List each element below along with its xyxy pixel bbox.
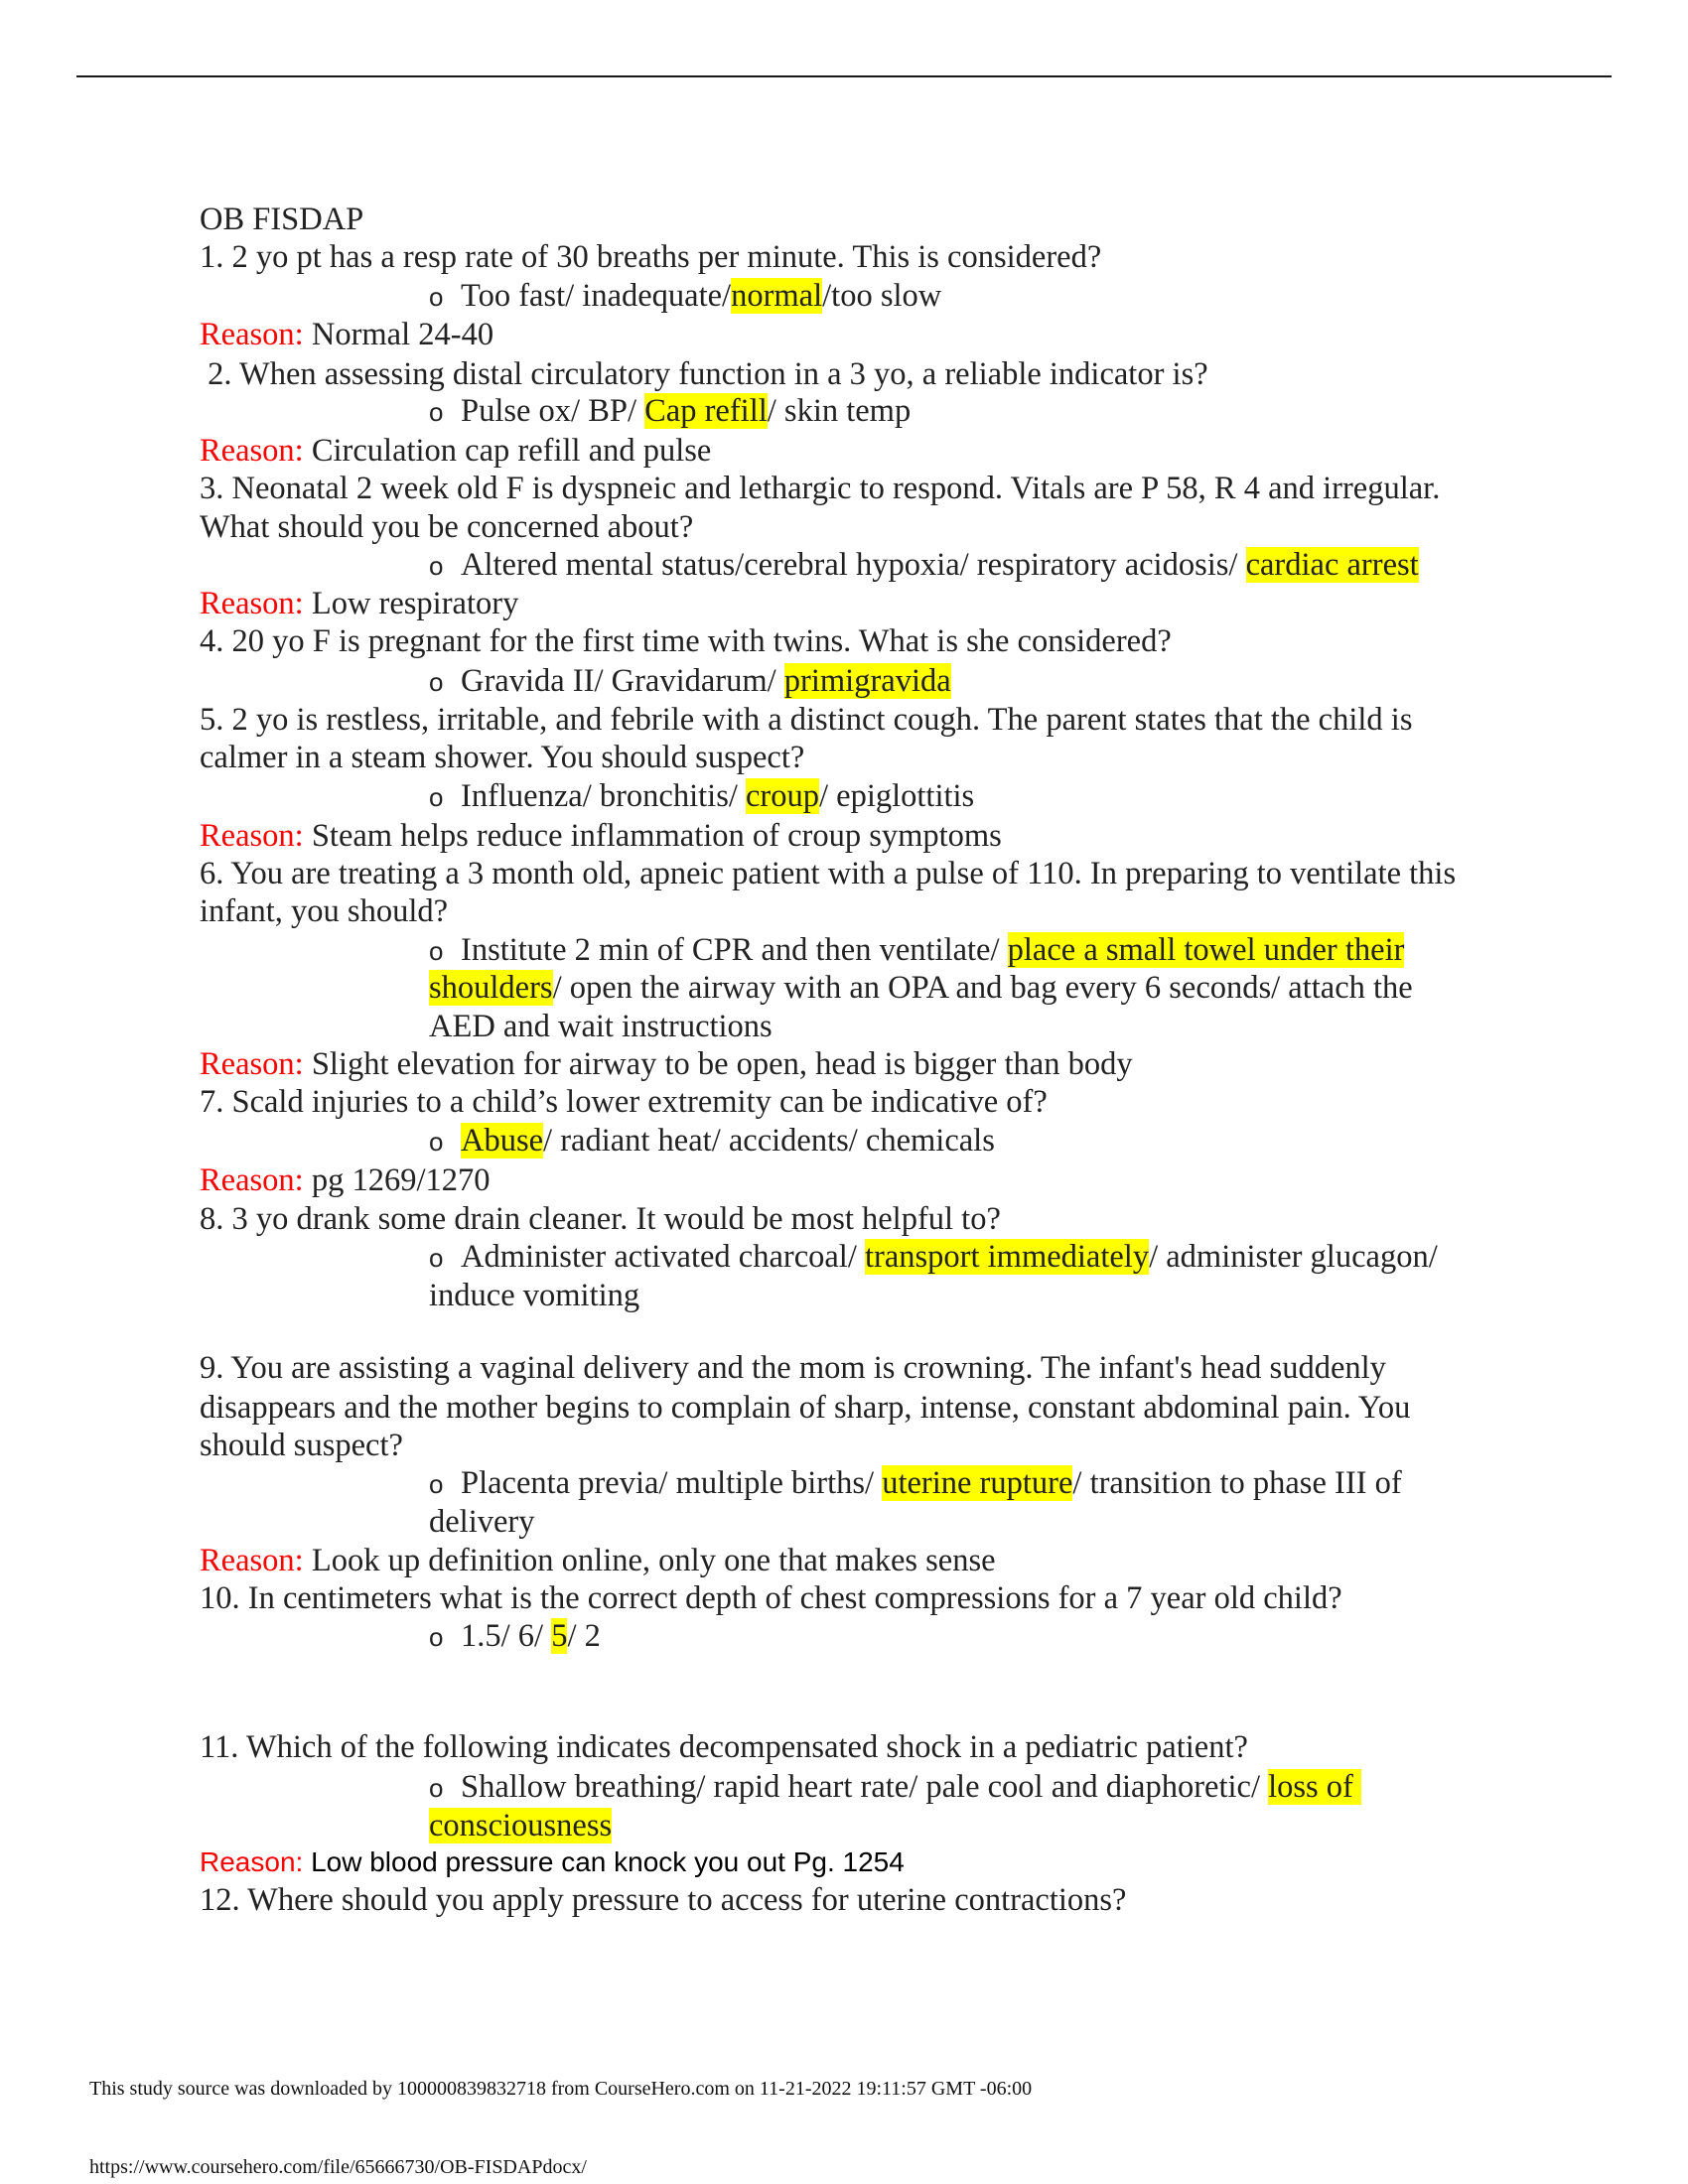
question-5-line-2: calmer in a steam shower. You should suspect?: [200, 740, 805, 775]
reason-label: Reason:: [200, 818, 304, 854]
bullet-icon: o: [429, 1127, 444, 1157]
reason-label: Reason:: [200, 433, 304, 469]
reason-label: Reason:: [200, 1846, 304, 1877]
bullet-icon: o: [429, 782, 444, 812]
reason-3: Reason: Low respiratory: [200, 586, 519, 621]
highlighted-answer: place a small towel under their: [1007, 932, 1405, 968]
question-6-line-2: infant, you should?: [200, 893, 449, 929]
question-6-options-line-1: o Institute 2 min of CPR and then ventilate/ place a small towel under their: [429, 932, 1405, 968]
reason-5: Reason: Steam helps reduce inflammation of croup symptoms: [200, 818, 1002, 854]
highlighted-answer: 5: [551, 1618, 568, 1654]
document-title: OB FISDAP: [200, 202, 364, 237]
bullet-icon: o: [429, 282, 444, 312]
reason-2: Reason: Circulation cap refill and pulse: [200, 433, 712, 469]
highlighted-answer: cardiac arrest: [1245, 547, 1419, 583]
question-8-options-line-1: o Administer activated charcoal/ transport immediately/ administer glucagon/: [429, 1239, 1438, 1275]
question-2-options: o Pulse ox/ BP/ Cap refill/ skin temp: [429, 393, 912, 429]
question-11-options-line-2: [429, 1807, 612, 1844]
question-9-options-line-2: delivery: [429, 1504, 535, 1540]
question-6-options-line-2: shoulders/ open the airway with an OPA and bag every 6 seconds/ attach the: [429, 970, 1413, 1006]
source-url[interactable]: https://www.coursehero.com/file/65666730/OB-FISDAPdocx/: [89, 2156, 587, 2178]
question-7-options: o Abuse/ radiant heat/ accidents/ chemicals: [429, 1123, 995, 1159]
reason-label: Reason:: [200, 1543, 304, 1578]
highlighted-answer: primigravida: [783, 663, 951, 699]
bullet-icon: o: [429, 1773, 444, 1803]
question-11: 11. Which of the following indicates decompensated shock in a pediatric patient?: [200, 1729, 1248, 1765]
bullet-icon: o: [429, 551, 444, 581]
question-6-line-1: 6. You are treating a 3 month old, apneic patient with a pulse of 110. In preparing to ventilate this: [200, 856, 1457, 891]
question-2: 2. When assessing distal circulatory function in a 3 yo, a reliable indicator is?: [200, 356, 1208, 392]
reason-7: Reason: pg 1269/1270: [200, 1162, 491, 1198]
question-10: 10. In centimeters what is the correct depth of chest compressions for a 7 year old child?: [200, 1580, 1342, 1616]
question-9-line-1: 9. You are assisting a vaginal delivery and the mom is crowning. The infant's head suddenly: [200, 1350, 1386, 1386]
highlighted-answer: Cap refill: [644, 393, 768, 429]
question-7: 7. Scald injuries to a child’s lower extremity can be indicative of?: [200, 1084, 1048, 1120]
reason-9: Reason: Look up definition online, only one that makes sense: [200, 1543, 996, 1578]
highlighted-answer: normal: [731, 278, 823, 314]
reason-1: Reason: Normal 24-40: [200, 317, 494, 352]
reason-11: Reason: Low blood pressure can knock you out Pg. 1254: [200, 1846, 905, 1877]
question-8: 8. 3 yo drank some drain cleaner. It would be most helpful to?: [200, 1201, 1001, 1237]
question-5-options: o Influenza/ bronchitis/ croup/ epiglottitis: [429, 778, 975, 814]
highlighted-answer: shoulders: [429, 970, 553, 1006]
reason-label: Reason:: [200, 1046, 304, 1082]
reason-label: Reason:: [200, 317, 304, 352]
bullet-icon: o: [429, 397, 444, 427]
highlighted-answer: uterine rupture: [882, 1465, 1073, 1501]
question-4-options: o Gravida II/ Gravidarum/ primigravida: [429, 663, 951, 699]
highlighted-answer: loss of: [1268, 1769, 1362, 1805]
question-1-options: o Too fast/ inadequate/normal/too slow: [429, 278, 942, 314]
reason-6: Reason: Slight elevation for airway to be open, head is bigger than body: [200, 1046, 1133, 1082]
question-10-options: o 1.5/ 6/ 5/ 2: [429, 1618, 601, 1654]
question-9-options-line-1: o Placenta previa/ multiple births/ uterine rupture/ transition to phase III of: [429, 1465, 1402, 1501]
bullet-icon: o: [429, 936, 444, 966]
highlighted-answer: Abuse: [461, 1123, 544, 1159]
question-1: 1. 2 yo pt has a resp rate of 30 breaths per minute. This is considered?: [200, 239, 1102, 275]
bullet-icon: o: [429, 1243, 444, 1273]
question-9-line-2: disappears and the mother begins to complain of sharp, intense, constant abdominal pain. You: [200, 1390, 1411, 1426]
highlighted-answer: croup: [746, 778, 819, 814]
question-6-options-line-3: AED and wait instructions: [429, 1009, 773, 1044]
highlighted-answer: transport immediately: [864, 1239, 1150, 1275]
question-11-options-line-1: o Shallow breathing/ rapid heart rate/ pale cool and diaphoretic/ loss of: [429, 1769, 1362, 1805]
highlighted-answer: consciousness: [429, 1808, 613, 1843]
question-12: 12. Where should you apply pressure to access for uterine contractions?: [200, 1882, 1127, 1918]
question-9-line-3: should suspect?: [200, 1428, 403, 1463]
bullet-icon: o: [429, 1469, 444, 1499]
question-3-line-2: What should you be concerned about?: [200, 509, 694, 545]
question-8-options-line-2: induce vomiting: [429, 1278, 640, 1313]
bullet-icon: o: [429, 1622, 444, 1652]
question-3-line-1: 3. Neonatal 2 week old F is dyspneic and lethargic to respond. Vitals are P 58, R 4 and irregular.: [200, 471, 1441, 506]
download-notice: This study source was downloaded by 100000839832718 from CourseHero.com on 11-21-2022 19:11:57 GMT -06:00: [89, 2078, 1033, 2100]
bullet-icon: o: [429, 667, 444, 697]
reason-label: Reason:: [200, 586, 304, 621]
question-4: 4. 20 yo F is pregnant for the first time with twins. What is she considered?: [200, 623, 1172, 659]
question-5-line-1: 5. 2 yo is restless, irritable, and febrile with a distinct cough. The parent states that the child is: [200, 702, 1413, 738]
question-3-options: o Altered mental status/cerebral hypoxia/ respiratory acidosis/ cardiac arrest: [429, 547, 1419, 583]
reason-label: Reason:: [200, 1162, 304, 1198]
